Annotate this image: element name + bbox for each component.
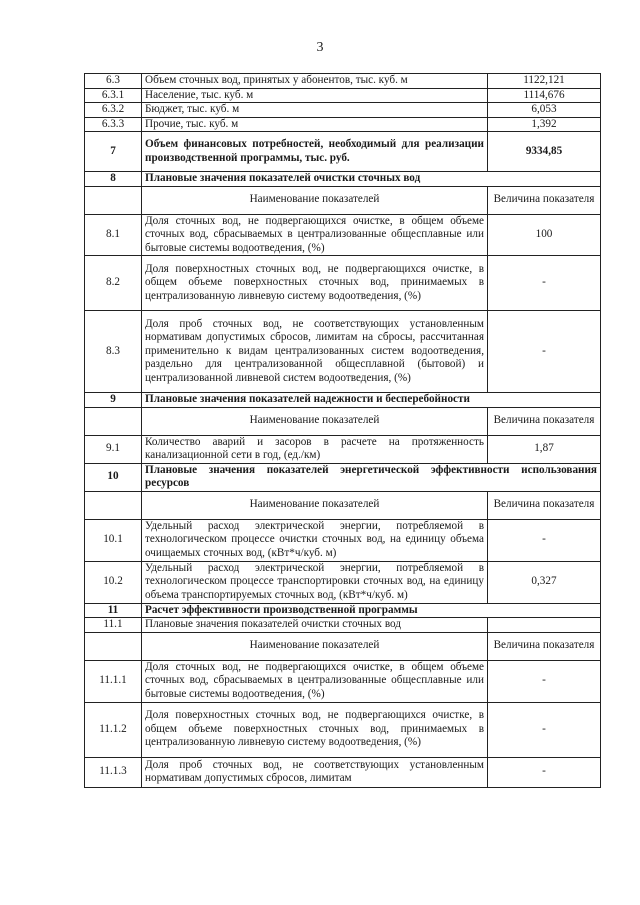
table-row — [85, 88, 601, 103]
row-number: 11.1.1 — [85, 660, 142, 702]
program-indicators-table — [84, 73, 601, 788]
row-value: 9334,85 — [488, 132, 601, 172]
table-row — [85, 618, 601, 633]
section-title: Расчет эффективности производственной программы — [142, 603, 601, 618]
row-description: Объем сточных вод, принятых у абонентов, тыс. куб. м — [142, 74, 488, 89]
column-header-value: Величина показателя — [488, 632, 601, 660]
row-description: Население, тыс. куб. м — [142, 88, 488, 103]
row-number: 6.3.3 — [85, 117, 142, 132]
row-number: 8.1 — [85, 214, 142, 256]
row-number: 11.1 — [85, 618, 142, 633]
empty-cell — [85, 186, 142, 214]
row-value: 1,392 — [488, 117, 601, 132]
row-number: 7 — [85, 132, 142, 172]
row-number: 11.1.3 — [85, 757, 142, 787]
table-row — [85, 393, 601, 408]
table-row — [85, 519, 601, 561]
row-number: 6.3.1 — [85, 88, 142, 103]
row-description: Доля поверхностных сточных вод, не подвергающихся очистке, в общем объеме поверхностных сточных вод, принимаемых в централизованную ливневую систему водоотведения, (%) — [142, 256, 488, 311]
section-title: Плановые значения показателей надежности и бесперебойности — [142, 393, 601, 408]
row-number: 6.3 — [85, 74, 142, 89]
row-number: 9.1 — [85, 435, 142, 463]
row-description: Плановые значения показателей очистки сточных вод — [142, 618, 488, 633]
row-value: 0,327 — [488, 561, 601, 603]
row-number: 8.2 — [85, 256, 142, 311]
row-description: Доля проб сточных вод, не соответствующих установленным нормативам допустимых сбросов, лимитам на сбросы, рассчитанная применительно к видам централизованных систем водоотведения, раздельно для централизованной общесплавной (бытовой) и централизованной ливневой систем водоотведения, (%) — [142, 311, 488, 393]
section-title: Плановые значения показателей энергетической эффективности использования ресурсов — [142, 463, 601, 491]
column-header-name: Наименование показателей — [142, 491, 488, 519]
row-value: - — [488, 660, 601, 702]
table-row — [85, 311, 601, 393]
row-value: - — [488, 519, 601, 561]
row-value: 1122,121 — [488, 74, 601, 89]
column-header-name: Наименование показателей — [142, 632, 488, 660]
table-body — [85, 74, 601, 788]
table-row — [85, 74, 601, 89]
row-value: 100 — [488, 214, 601, 256]
table-row — [85, 702, 601, 757]
table-row — [85, 463, 601, 491]
table-row — [85, 491, 601, 519]
row-description: Удельный расход электрической энергии, потребляемой в технологическом процессе очистки сточных вод, на единицу объема очищаемых сточных вод, (кВт*ч/куб. м) — [142, 519, 488, 561]
row-number: 10.2 — [85, 561, 142, 603]
table-row — [85, 117, 601, 132]
section-number: 10 — [85, 463, 142, 491]
table-row — [85, 757, 601, 787]
section-title: Плановые значения показателей очистки сточных вод — [142, 172, 601, 187]
row-number: 11.1.2 — [85, 702, 142, 757]
column-header-value: Величина показателя — [488, 407, 601, 435]
table-row — [85, 172, 601, 187]
row-value: - — [488, 757, 601, 787]
empty-cell — [85, 491, 142, 519]
row-description: Доля поверхностных сточных вод, не подвергающихся очистке, в общем объеме поверхностных сточных вод, принимаемых в централизованную ливневую систему водоотведения, (%) — [142, 702, 488, 757]
table-row — [85, 407, 601, 435]
row-value: - — [488, 256, 601, 311]
table-row — [85, 103, 601, 118]
table-row — [85, 256, 601, 311]
row-value: - — [488, 311, 601, 393]
column-header-name: Наименование показателей — [142, 407, 488, 435]
row-value: 1114,676 — [488, 88, 601, 103]
row-description: Количество аварий и засоров в расчете на протяженность канализационной сети в год, (ед./км) — [142, 435, 488, 463]
row-description: Прочие, тыс. куб. м — [142, 117, 488, 132]
table-row — [85, 132, 601, 172]
section-number: 9 — [85, 393, 142, 408]
column-header-name: Наименование показателей — [142, 186, 488, 214]
row-number: 6.3.2 — [85, 103, 142, 118]
empty-cell — [85, 407, 142, 435]
table-row — [85, 632, 601, 660]
table-row — [85, 435, 601, 463]
column-header-value: Величина показателя — [488, 491, 601, 519]
row-value: - — [488, 702, 601, 757]
table-row — [85, 214, 601, 256]
table-row — [85, 561, 601, 603]
row-value: 6,053 — [488, 103, 601, 118]
table-row — [85, 186, 601, 214]
row-description: Доля сточных вод, не подвергающихся очистке, в общем объеме сточных вод, сбрасываемых в централизованные общесплавные или бытовые системы водоотведения, (%) — [142, 660, 488, 702]
column-header-value: Величина показателя — [488, 186, 601, 214]
table-row — [85, 603, 601, 618]
row-description: Удельный расход электрической энергии, потребляемой в технологическом процессе транспортировки сточных вод, на единицу объема транспортируемых сточных вод, (кВт*ч/куб. м) — [142, 561, 488, 603]
row-value — [488, 618, 601, 633]
row-description: Доля проб сточных вод, не соответствующих установленным нормативам допустимых сбросов, лимитам — [142, 757, 488, 787]
row-number: 8.3 — [85, 311, 142, 393]
table-row — [85, 660, 601, 702]
row-description: Бюджет, тыс. куб. м — [142, 103, 488, 118]
section-number: 11 — [85, 603, 142, 618]
row-description: Доля сточных вод, не подвергающихся очистке, в общем объеме сточных вод, сбрасываемых в централизованные общесплавные или бытовые системы водоотведения, (%) — [142, 214, 488, 256]
empty-cell — [85, 632, 142, 660]
row-value: 1,87 — [488, 435, 601, 463]
section-number: 8 — [85, 172, 142, 187]
row-number: 10.1 — [85, 519, 142, 561]
page-number: 3 — [316, 40, 324, 55]
row-description: Объем финансовых потребностей, необходимый для реализации производственной программы, тыс. руб. — [142, 132, 488, 172]
